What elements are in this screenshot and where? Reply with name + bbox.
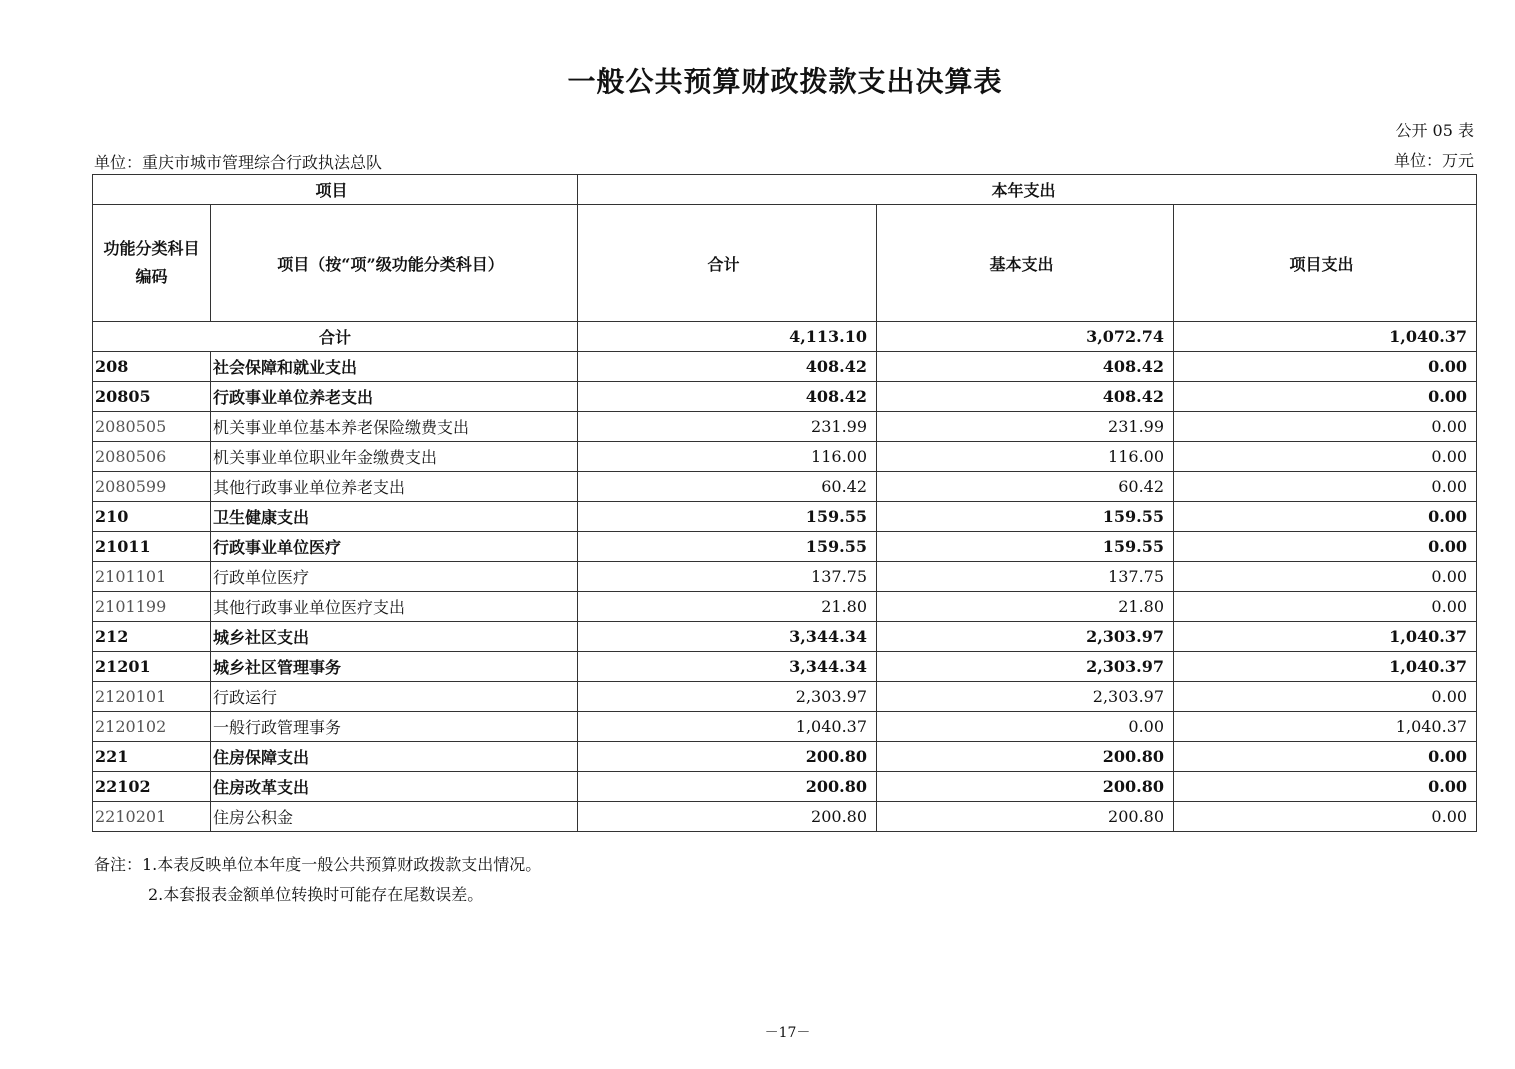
notes bbox=[94, 850, 541, 910]
total-row bbox=[93, 322, 1477, 352]
header-row-columns bbox=[93, 205, 1477, 322]
row-project: 0.00 bbox=[1174, 772, 1477, 802]
row-name: 住房保障支出 bbox=[211, 742, 578, 772]
row-basic: 2,303.97 bbox=[877, 652, 1174, 682]
row-total: 21.80 bbox=[578, 592, 877, 622]
table-row bbox=[93, 742, 1477, 772]
row-total: 408.42 bbox=[578, 352, 877, 382]
header-project: 项目支出 bbox=[1174, 205, 1477, 322]
row-code: 212 bbox=[93, 622, 211, 652]
header-code: 功能分类科目编码 bbox=[93, 205, 211, 322]
total-label: 合计 bbox=[93, 322, 578, 352]
header-name: 项目（按“项”级功能分类科目） bbox=[211, 205, 578, 322]
table-row bbox=[93, 802, 1477, 832]
row-name: 行政单位医疗 bbox=[211, 562, 578, 592]
row-basic: 21.80 bbox=[877, 592, 1174, 622]
row-project: 0.00 bbox=[1174, 802, 1477, 832]
row-total: 137.75 bbox=[578, 562, 877, 592]
row-total: 3,344.34 bbox=[578, 652, 877, 682]
table-number: 公开 05 表 bbox=[1395, 121, 1474, 140]
row-basic: 60.42 bbox=[877, 472, 1174, 502]
row-basic: 137.75 bbox=[877, 562, 1174, 592]
row-code: 2210201 bbox=[93, 802, 211, 832]
table-row bbox=[93, 652, 1477, 682]
table-row bbox=[93, 562, 1477, 592]
row-name: 机关事业单位基本养老保险缴费支出 bbox=[211, 412, 578, 442]
row-total: 231.99 bbox=[578, 412, 877, 442]
row-code: 2080505 bbox=[93, 412, 211, 442]
header-item-group: 项目 bbox=[93, 175, 578, 205]
row-total: 200.80 bbox=[578, 742, 877, 772]
row-name: 行政运行 bbox=[211, 682, 578, 712]
table-row bbox=[93, 472, 1477, 502]
row-name: 住房改革支出 bbox=[211, 772, 578, 802]
row-total: 116.00 bbox=[578, 442, 877, 472]
row-code: 22102 bbox=[93, 772, 211, 802]
table-row bbox=[93, 502, 1477, 532]
row-basic: 408.42 bbox=[877, 382, 1174, 412]
row-code: 208 bbox=[93, 352, 211, 382]
row-basic: 200.80 bbox=[877, 802, 1174, 832]
row-project: 0.00 bbox=[1174, 592, 1477, 622]
row-total: 200.80 bbox=[578, 802, 877, 832]
table-row bbox=[93, 622, 1477, 652]
table-row bbox=[93, 382, 1477, 412]
table-row bbox=[93, 772, 1477, 802]
note-line-1: 备注：1.本表反映单位本年度一般公共预算财政拨款支出情况。 bbox=[94, 855, 542, 874]
table-row bbox=[93, 352, 1477, 382]
row-project: 1,040.37 bbox=[1174, 712, 1477, 742]
row-project: 0.00 bbox=[1174, 532, 1477, 562]
row-code: 21011 bbox=[93, 532, 211, 562]
row-code: 210 bbox=[93, 502, 211, 532]
row-total: 159.55 bbox=[578, 532, 877, 562]
row-project: 0.00 bbox=[1174, 442, 1477, 472]
unit-organization: 单位：重庆市城市管理综合行政执法总队 bbox=[94, 153, 383, 172]
total-amount: 4,113.10 bbox=[578, 322, 877, 352]
row-basic: 0.00 bbox=[877, 712, 1174, 742]
header-year-expenditure: 本年支出 bbox=[578, 175, 1477, 205]
row-name: 其他行政事业单位养老支出 bbox=[211, 472, 578, 502]
row-basic: 231.99 bbox=[877, 412, 1174, 442]
total-basic: 3,072.74 bbox=[877, 322, 1174, 352]
row-name: 其他行政事业单位医疗支出 bbox=[211, 592, 578, 622]
row-total: 2,303.97 bbox=[578, 682, 877, 712]
header-total: 合计 bbox=[578, 205, 877, 322]
page-title: 一般公共预算财政拨款支出决算表 bbox=[567, 65, 1003, 98]
row-basic: 159.55 bbox=[877, 502, 1174, 532]
row-name: 行政事业单位养老支出 bbox=[211, 382, 578, 412]
table-row bbox=[93, 592, 1477, 622]
header-row-group bbox=[93, 175, 1477, 205]
row-code: 2101199 bbox=[93, 592, 211, 622]
row-name: 一般行政管理事务 bbox=[211, 712, 578, 742]
row-basic: 200.80 bbox=[877, 742, 1174, 772]
row-project: 0.00 bbox=[1174, 382, 1477, 412]
row-project: 0.00 bbox=[1174, 502, 1477, 532]
row-project: 1,040.37 bbox=[1174, 652, 1477, 682]
note-line-2: 2.本套报表金额单位转换时可能存在尾数误差。 bbox=[148, 885, 484, 904]
row-project: 0.00 bbox=[1174, 562, 1477, 592]
table-row bbox=[93, 712, 1477, 742]
row-total: 3,344.34 bbox=[578, 622, 877, 652]
row-name: 城乡社区管理事务 bbox=[211, 652, 578, 682]
row-total: 1,040.37 bbox=[578, 712, 877, 742]
row-basic: 159.55 bbox=[877, 532, 1174, 562]
row-name: 卫生健康支出 bbox=[211, 502, 578, 532]
table-row bbox=[93, 412, 1477, 442]
unit-currency: 单位：万元 bbox=[1393, 151, 1474, 170]
row-name: 机关事业单位职业年金缴费支出 bbox=[211, 442, 578, 472]
row-code: 2080599 bbox=[93, 472, 211, 502]
row-project: 0.00 bbox=[1174, 472, 1477, 502]
expenditure-table bbox=[92, 174, 1477, 832]
row-basic: 2,303.97 bbox=[877, 682, 1174, 712]
row-code: 2120101 bbox=[93, 682, 211, 712]
row-total: 159.55 bbox=[578, 502, 877, 532]
row-code: 2101101 bbox=[93, 562, 211, 592]
row-code: 21201 bbox=[93, 652, 211, 682]
row-basic: 116.00 bbox=[877, 442, 1174, 472]
row-total: 60.42 bbox=[578, 472, 877, 502]
row-project: 0.00 bbox=[1174, 742, 1477, 772]
row-project: 1,040.37 bbox=[1174, 622, 1477, 652]
row-project: 0.00 bbox=[1174, 412, 1477, 442]
row-name: 社会保障和就业支出 bbox=[211, 352, 578, 382]
row-code: 2120102 bbox=[93, 712, 211, 742]
row-project: 0.00 bbox=[1174, 682, 1477, 712]
row-total: 200.80 bbox=[578, 772, 877, 802]
table-row bbox=[93, 682, 1477, 712]
table-row bbox=[93, 442, 1477, 472]
header-basic: 基本支出 bbox=[877, 205, 1174, 322]
row-project: 0.00 bbox=[1174, 352, 1477, 382]
row-code: 20805 bbox=[93, 382, 211, 412]
table-row bbox=[93, 532, 1477, 562]
row-name: 行政事业单位医疗 bbox=[211, 532, 578, 562]
row-basic: 408.42 bbox=[877, 352, 1174, 382]
row-basic: 200.80 bbox=[877, 772, 1174, 802]
row-code: 221 bbox=[93, 742, 211, 772]
total-project: 1,040.37 bbox=[1174, 322, 1477, 352]
row-name: 住房公积金 bbox=[211, 802, 578, 832]
row-total: 408.42 bbox=[578, 382, 877, 412]
row-basic: 2,303.97 bbox=[877, 622, 1174, 652]
page-number: －17－ bbox=[764, 1025, 811, 1041]
row-code: 2080506 bbox=[93, 442, 211, 472]
row-name: 城乡社区支出 bbox=[211, 622, 578, 652]
